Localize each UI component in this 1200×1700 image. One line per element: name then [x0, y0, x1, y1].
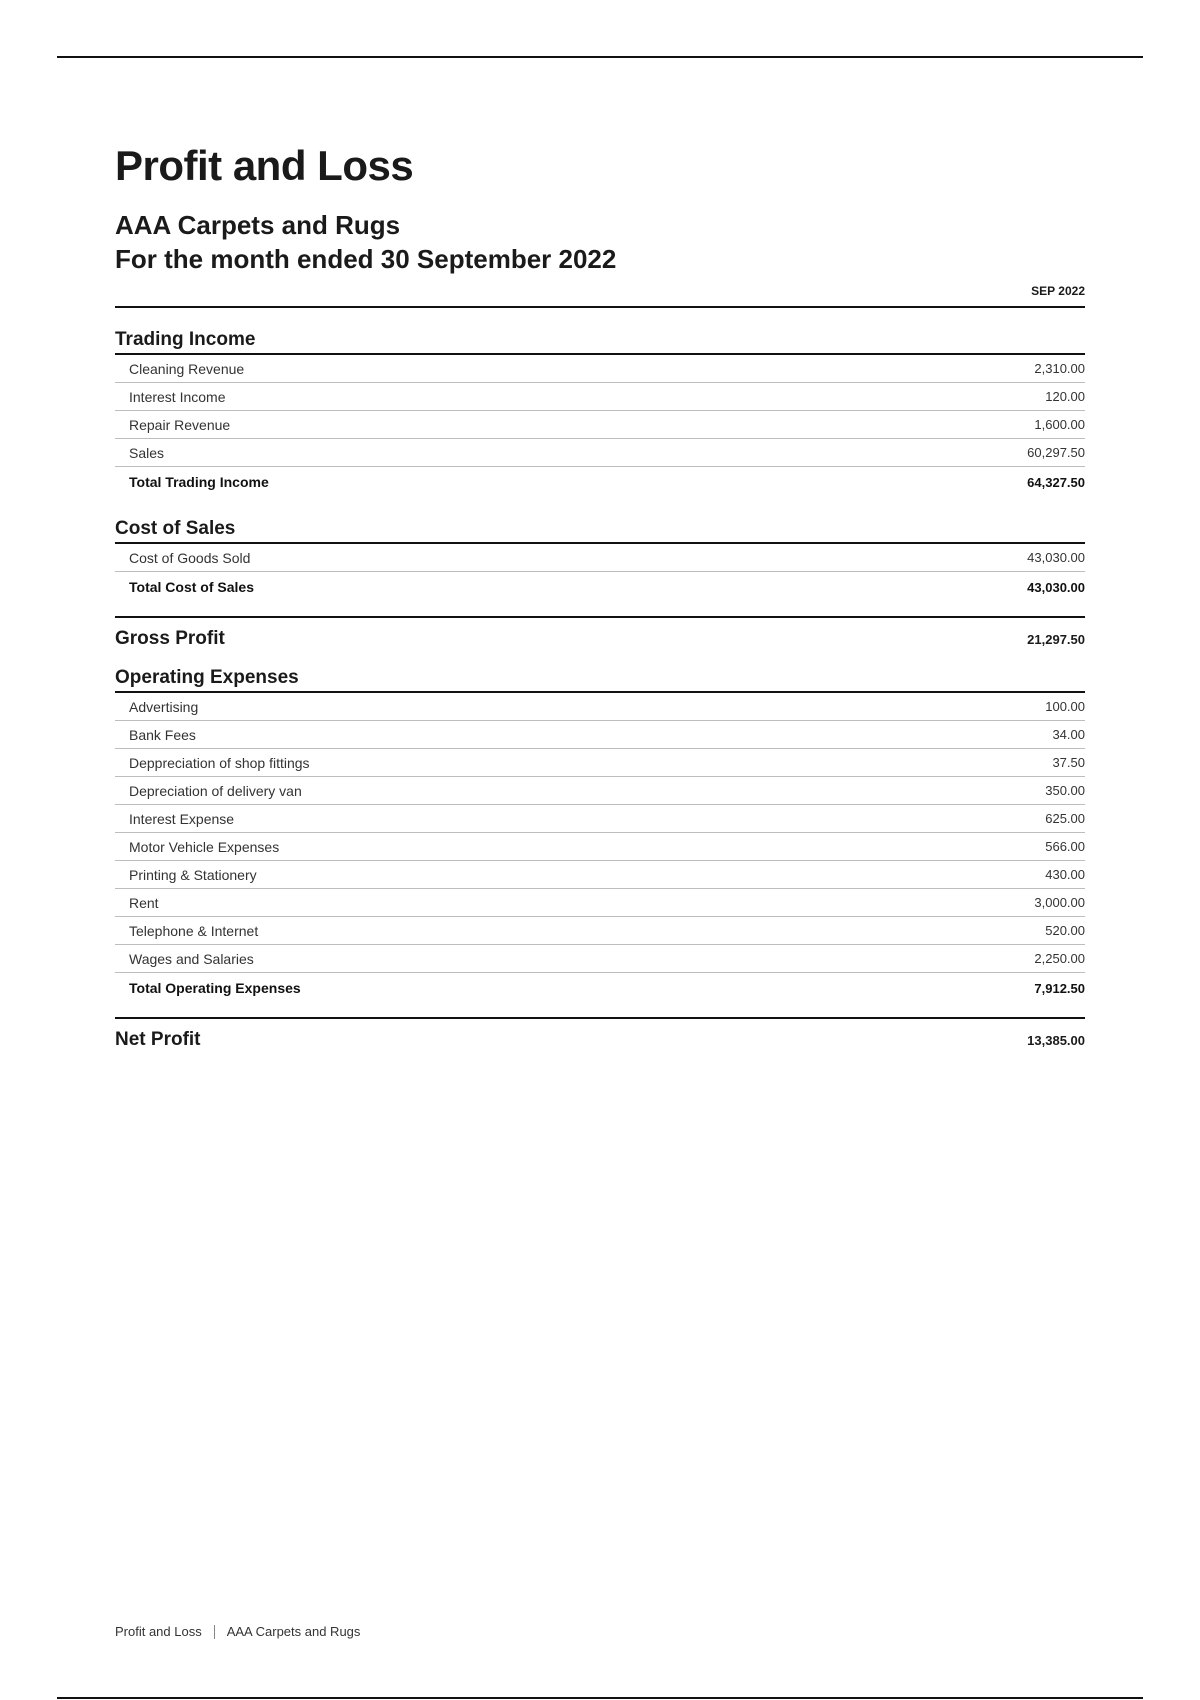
table-row: [115, 749, 1085, 777]
net-profit-row: [115, 1017, 1085, 1059]
table-row: [115, 693, 1085, 721]
page-footer: [115, 1624, 360, 1639]
table-row: [115, 777, 1085, 805]
row-amount: 625.00: [1045, 811, 1085, 826]
table-row: [115, 383, 1085, 411]
section-cost-of-sales: [115, 517, 1085, 602]
section-title: Operating Expenses: [115, 666, 1085, 693]
organisation-name: AAA Carpets and Rugs: [115, 210, 401, 240]
footer-organisation: AAA Carpets and Rugs: [226, 1624, 361, 1639]
total-row: [115, 973, 1085, 1003]
table-row: [115, 833, 1085, 861]
row-label: Bank Fees: [129, 726, 196, 743]
row-label: Cost of Goods Sold: [129, 549, 251, 566]
row-amount: 1,600.00: [1034, 417, 1085, 432]
column-header-period: SEP 2022: [1031, 284, 1085, 298]
table-row: [115, 945, 1085, 973]
table-row: [115, 805, 1085, 833]
row-label: Motor Vehicle Expenses: [129, 838, 280, 855]
table-row: [115, 355, 1085, 383]
row-amount: 350.00: [1045, 783, 1085, 798]
row-amount: 60,297.50: [1027, 445, 1085, 460]
row-label: Cleaning Revenue: [129, 360, 245, 377]
row-amount: 520.00: [1045, 923, 1085, 938]
report-period: For the month ended 30 September 2022: [115, 244, 617, 274]
footer-divider: [214, 1625, 215, 1639]
row-amount: 430.00: [1045, 867, 1085, 882]
total-amount: 43,030.00: [1027, 579, 1085, 595]
row-label: Sales: [129, 444, 165, 461]
total-amount: 64,327.50: [1027, 474, 1085, 490]
section-title: Trading Income: [115, 328, 1085, 355]
gross-profit-row: [115, 616, 1085, 658]
table-row: [115, 917, 1085, 945]
report-title: Profit and Loss: [115, 142, 414, 189]
net-profit-label: Net Profit: [115, 1029, 201, 1050]
total-row: [115, 467, 1085, 497]
row-label: Printing & Stationery: [129, 866, 257, 883]
row-label: Interest Expense: [129, 810, 235, 827]
row-amount: 566.00: [1045, 839, 1085, 854]
row-label: Repair Revenue: [129, 416, 231, 433]
footer-report-name: Profit and Loss: [115, 1624, 202, 1639]
row-label: Deppreciation of shop fittings: [129, 754, 310, 771]
row-amount: 100.00: [1045, 699, 1085, 714]
row-amount: 3,000.00: [1034, 895, 1085, 910]
row-amount: 37.50: [1052, 755, 1085, 770]
top-rule: [57, 56, 1143, 58]
row-label: Telephone & Internet: [129, 922, 259, 939]
profit-and-loss-report: [115, 140, 1085, 1059]
row-amount: 2,250.00: [1034, 951, 1085, 966]
table-row: [115, 889, 1085, 917]
gross-profit-label: Gross Profit: [115, 628, 225, 649]
table-row: [115, 411, 1085, 439]
row-amount: 43,030.00: [1027, 550, 1085, 565]
table-row: [115, 721, 1085, 749]
total-label: Total Trading Income: [129, 474, 269, 490]
row-label: Advertising: [129, 698, 199, 715]
row-label: Interest Income: [129, 388, 226, 405]
row-amount: 34.00: [1052, 727, 1085, 742]
row-label: Wages and Salaries: [129, 950, 254, 967]
table-row: [115, 861, 1085, 889]
table-row: [115, 544, 1085, 572]
section-title: Cost of Sales: [115, 517, 1085, 544]
total-row: [115, 572, 1085, 602]
net-profit-amount: 13,385.00: [1027, 1032, 1085, 1048]
row-amount: 120.00: [1045, 389, 1085, 404]
column-header: [115, 280, 1085, 308]
total-label: Total Cost of Sales: [129, 579, 254, 595]
total-amount: 7,912.50: [1034, 980, 1085, 996]
row-label: Depreciation of delivery van: [129, 782, 302, 799]
row-amount: 2,310.00: [1034, 361, 1085, 376]
table-row: [115, 439, 1085, 467]
total-label: Total Operating Expenses: [129, 980, 301, 996]
section-trading-income: [115, 328, 1085, 497]
row-label: Rent: [129, 894, 159, 911]
section-operating-expenses: [115, 666, 1085, 1003]
bottom-rule: [57, 1697, 1143, 1699]
gross-profit-amount: 21,297.50: [1027, 631, 1085, 647]
